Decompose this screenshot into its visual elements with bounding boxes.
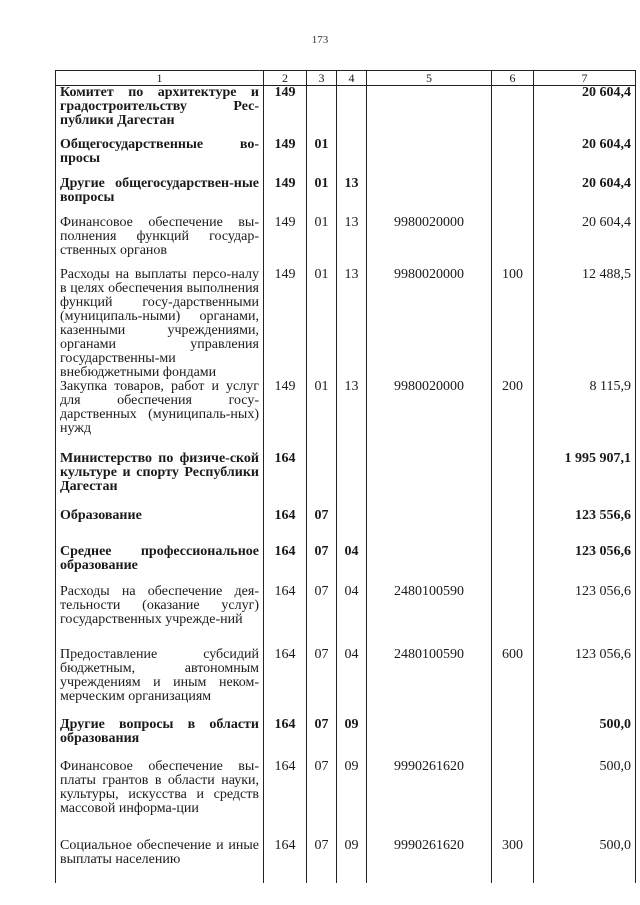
table-row	[56, 509, 636, 545]
budget-table	[55, 70, 636, 883]
table-row	[56, 268, 636, 380]
page-number: 173	[311, 34, 329, 46]
row-amount-cell: 20 604,4	[534, 138, 636, 177]
row-amount-cell: 20 604,4	[534, 86, 636, 138]
row-target-article-cell	[367, 177, 492, 216]
row-name-cell: Общегосударственные во-просы	[56, 138, 264, 177]
table-row	[56, 216, 636, 268]
row-code-cell: 149	[264, 268, 307, 380]
row-section-cell: 07	[307, 585, 337, 648]
table-row	[56, 648, 636, 718]
header-cell: 7	[534, 71, 636, 86]
table-row	[56, 718, 636, 760]
row-subsection-cell	[337, 138, 367, 177]
row-subsection-cell: 13	[337, 177, 367, 216]
row-section-cell: 07	[307, 648, 337, 718]
row-amount-cell: 500,0	[534, 760, 636, 839]
row-target-article-cell: 2480100590	[367, 585, 492, 648]
row-subsection-cell: 13	[337, 268, 367, 380]
row-name-cell: Расходы на выплаты персо-налу в целях обеспечения выполнения функций госу-дарственными (муниципаль-ными) органами, казенными учреждениями, органами управления государственны-ми внебюджетными фондами	[56, 268, 264, 380]
row-code-cell: 164	[264, 648, 307, 718]
row-amount-cell: 123 056,6	[534, 545, 636, 585]
table-row	[56, 839, 636, 883]
table-row	[56, 177, 636, 216]
table-row	[56, 585, 636, 648]
row-amount-cell: 20 604,4	[534, 177, 636, 216]
row-subsection-cell: 09	[337, 718, 367, 760]
header-cell: 2	[264, 71, 307, 86]
row-expense-type-cell: 100	[492, 268, 534, 380]
row-target-article-cell	[367, 545, 492, 585]
row-expense-type-cell: 600	[492, 648, 534, 718]
row-expense-type-cell: 200	[492, 380, 534, 452]
row-name-cell: Финансовое обеспечение вы-полнения функций государ-ственных органов	[56, 216, 264, 268]
row-code-cell: 164	[264, 718, 307, 760]
row-subsection-cell: 04	[337, 545, 367, 585]
header-cell: 5	[367, 71, 492, 86]
table-row	[56, 138, 636, 177]
row-name-cell: Другие общегосударствен-ные вопросы	[56, 177, 264, 216]
row-code-cell: 149	[264, 216, 307, 268]
row-section-cell: 07	[307, 839, 337, 883]
row-subsection-cell	[337, 509, 367, 545]
row-section-cell: 01	[307, 138, 337, 177]
row-amount-cell: 123 056,6	[534, 648, 636, 718]
row-subsection-cell: 04	[337, 585, 367, 648]
row-code-cell: 164	[264, 509, 307, 545]
table-row	[56, 452, 636, 509]
row-code-cell: 164	[264, 585, 307, 648]
row-target-article-cell	[367, 452, 492, 509]
row-subsection-cell	[337, 86, 367, 138]
row-section-cell: 01	[307, 268, 337, 380]
row-subsection-cell: 04	[337, 648, 367, 718]
table-row	[56, 86, 636, 138]
row-name-cell: Закупка товаров, работ и услуг для обеспечения госу-дарственных (муниципаль-ных) нужд	[56, 380, 264, 452]
row-section-cell: 07	[307, 545, 337, 585]
row-subsection-cell	[337, 452, 367, 509]
row-expense-type-cell	[492, 86, 534, 138]
header-cell: 1	[56, 71, 264, 86]
row-subsection-cell: 13	[337, 380, 367, 452]
row-section-cell	[307, 452, 337, 509]
row-target-article-cell: 9990261620	[367, 839, 492, 883]
header-cell: 4	[337, 71, 367, 86]
row-target-article-cell	[367, 138, 492, 177]
row-expense-type-cell	[492, 177, 534, 216]
row-expense-type-cell: 300	[492, 839, 534, 883]
row-expense-type-cell	[492, 138, 534, 177]
row-name-cell: Предоставление субсидий бюджетным, автономным учреждениям и иным неком-мерческим организациям	[56, 648, 264, 718]
row-target-article-cell	[367, 86, 492, 138]
row-code-cell: 149	[264, 138, 307, 177]
row-amount-cell: 12 488,5	[534, 268, 636, 380]
row-expense-type-cell	[492, 718, 534, 760]
row-amount-cell: 123 556,6	[534, 509, 636, 545]
row-expense-type-cell	[492, 509, 534, 545]
row-target-article-cell: 9980020000	[367, 216, 492, 268]
row-code-cell: 164	[264, 760, 307, 839]
table-body	[56, 86, 636, 883]
row-amount-cell: 20 604,4	[534, 216, 636, 268]
row-expense-type-cell	[492, 545, 534, 585]
table-row	[56, 760, 636, 839]
row-section-cell: 07	[307, 509, 337, 545]
row-code-cell: 149	[264, 86, 307, 138]
row-target-article-cell	[367, 509, 492, 545]
row-name-cell: Расходы на обеспечение дея-тельности (оказание услуг) государственных учрежде-ний	[56, 585, 264, 648]
row-code-cell: 164	[264, 452, 307, 509]
table-header-row	[56, 71, 636, 86]
row-code-cell: 149	[264, 380, 307, 452]
row-section-cell: 07	[307, 760, 337, 839]
row-name-cell: Комитет по архитектуре и градостроительству Рес-публики Дагестан	[56, 86, 264, 138]
header-cell: 3	[307, 71, 337, 86]
row-amount-cell: 8 115,9	[534, 380, 636, 452]
row-expense-type-cell	[492, 216, 534, 268]
row-expense-type-cell	[492, 760, 534, 839]
row-amount-cell: 1 995 907,1	[534, 452, 636, 509]
row-target-article-cell: 9980020000	[367, 380, 492, 452]
header-cell: 6	[492, 71, 534, 86]
row-code-cell: 149	[264, 177, 307, 216]
row-name-cell: Среднее профессиональное образование	[56, 545, 264, 585]
row-section-cell: 07	[307, 718, 337, 760]
row-target-article-cell	[367, 718, 492, 760]
row-target-article-cell: 2480100590	[367, 648, 492, 718]
row-amount-cell: 500,0	[534, 839, 636, 883]
row-section-cell: 01	[307, 380, 337, 452]
row-expense-type-cell	[492, 585, 534, 648]
row-name-cell: Другие вопросы в области образования	[56, 718, 264, 760]
row-subsection-cell: 13	[337, 216, 367, 268]
row-name-cell: Финансовое обеспечение вы-платы грантов в области науки, культуры, искусства и средств массовой информа-ции	[56, 760, 264, 839]
row-name-cell: Социальное обеспечение и иные выплаты населению	[56, 839, 264, 883]
row-code-cell: 164	[264, 545, 307, 585]
row-section-cell: 01	[307, 177, 337, 216]
row-name-cell: Образование	[56, 509, 264, 545]
row-amount-cell: 500,0	[534, 718, 636, 760]
row-amount-cell: 123 056,6	[534, 585, 636, 648]
table-row	[56, 545, 636, 585]
row-code-cell: 164	[264, 839, 307, 883]
row-target-article-cell: 9990261620	[367, 760, 492, 839]
row-subsection-cell: 09	[337, 839, 367, 883]
table-row	[56, 380, 636, 452]
row-section-cell: 01	[307, 216, 337, 268]
row-subsection-cell: 09	[337, 760, 367, 839]
row-name-cell: Министерство по физиче-ской культуре и спорту Республики Дагестан	[56, 452, 264, 509]
row-section-cell	[307, 86, 337, 138]
row-expense-type-cell	[492, 452, 534, 509]
row-target-article-cell: 9980020000	[367, 268, 492, 380]
